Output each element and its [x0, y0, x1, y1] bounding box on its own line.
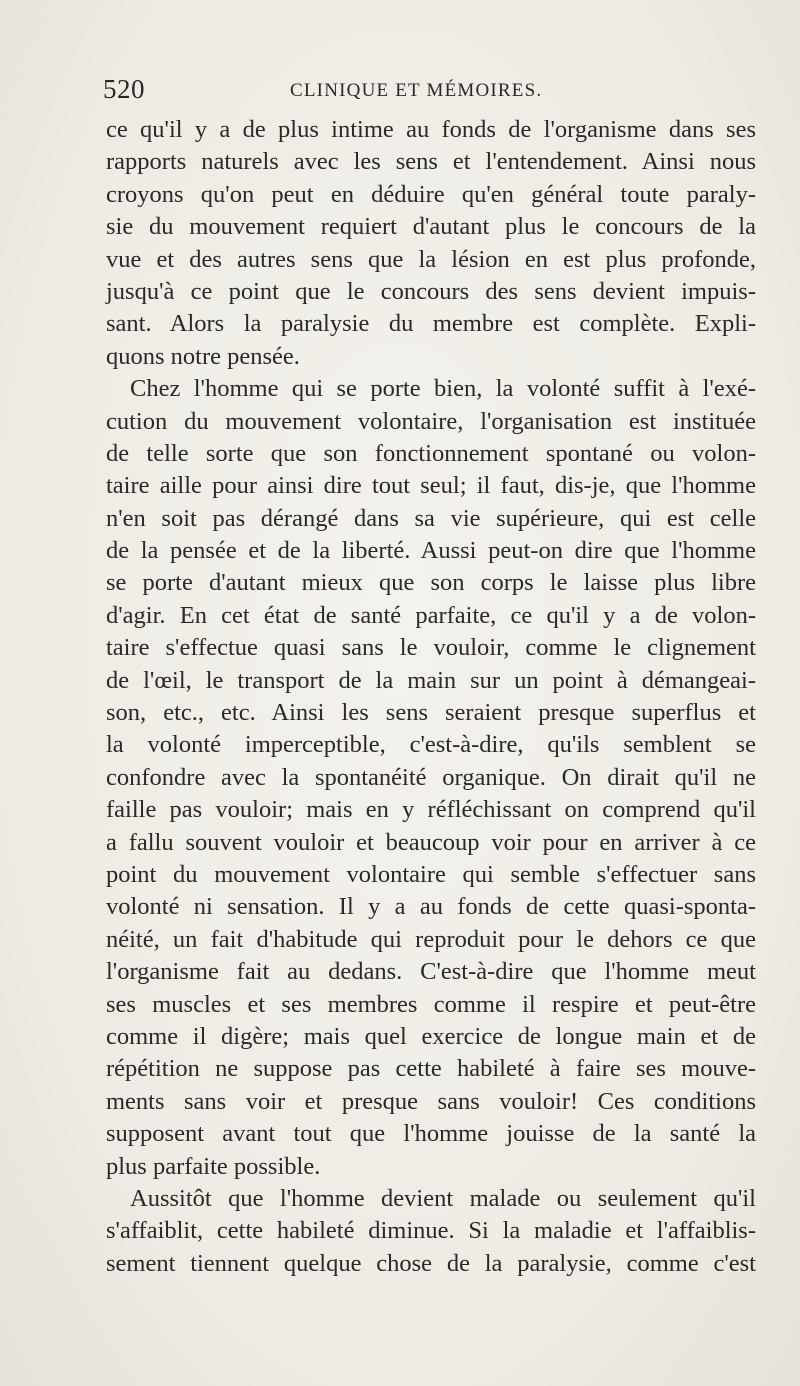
text-line: taire aille pour ainsi dire tout seul; il faut, dis-je, que l'homme — [106, 472, 756, 500]
text-line: se porte d'autant mieux que son corps le laisse plus libre — [106, 569, 756, 597]
text-line: faille pas vouloir; mais en y réfléchissant on comprend qu'il — [106, 796, 756, 824]
text-line: s'affaiblit, cette habileté diminue. Si la maladie et l'affaiblis- — [106, 1217, 756, 1245]
running-title: CLINIQUE ET MÉMOIRES. — [290, 80, 543, 101]
text-line: taire s'effectue quasi sans le vouloir, comme le clignement — [106, 634, 756, 662]
text-line: de telle sorte que son fonctionnement spontané ou volon- — [106, 439, 756, 467]
text-line: rapports naturels avec les sens et l'entendement. Ainsi nous — [106, 148, 756, 176]
text-line: répétition ne suppose pas cette habileté à faire ses mouve- — [106, 1055, 756, 1083]
text-line: supposent avant tout que l'homme jouisse de la santé la — [106, 1120, 756, 1148]
text-line: sant. Alors la paralysie du membre est complète. Expli- — [106, 310, 756, 338]
text-line: sie du mouvement requiert d'autant plus le concours de la — [106, 213, 756, 241]
body-text — [106, 114, 756, 1280]
text-line: d'agir. En cet état de santé parfaite, ce qu'il y a de volon- — [106, 601, 756, 629]
text-line: la volonté imperceptible, c'est-à-dire, qu'ils semblent se — [106, 731, 756, 759]
text-line: son, etc., etc. Ainsi les sens seraient presque superflus et — [106, 699, 756, 727]
text-line: n'en soit pas dérangé dans sa vie supérieure, qui est celle — [106, 504, 756, 532]
text-line: vue et des autres sens que la lésion en est plus profonde, — [106, 245, 756, 273]
running-head — [103, 74, 763, 114]
text-line: Aussitôt que l'homme devient malade ou seulement qu'il — [130, 1184, 756, 1212]
text-line: de la pensée et de la liberté. Aussi peut-on dire que l'homme — [106, 537, 756, 565]
text-line: jusqu'à ce point que le concours des sens devient impuis- — [106, 277, 756, 305]
text-line: volonté ni sensation. Il y a au fonds de cette quasi-sponta- — [106, 893, 756, 921]
text-line: point du mouvement volontaire qui semble s'effectuer sans — [106, 860, 756, 888]
text-line: de l'œil, le transport de la main sur un point à démangeai- — [106, 666, 756, 694]
text-line: l'organisme fait au dedans. C'est-à-dire que l'homme meut — [106, 958, 756, 986]
text-line: confondre avec la spontanéité organique. On dirait qu'il ne — [106, 763, 756, 791]
text-line: ses muscles et ses membres comme il respire et peut-être — [106, 990, 756, 1018]
page-number: 520 — [103, 74, 145, 104]
text-line: ce qu'il y a de plus intime au fonds de l'organisme dans ses — [106, 116, 756, 143]
text-line: sement tiennent quelque chose de la paralysie, comme c'est — [106, 1249, 756, 1277]
text-line: néité, un fait d'habitude qui reproduit pour le dehors ce que — [106, 925, 756, 953]
text-line: plus parfaite possible. — [106, 1152, 321, 1180]
text-line: comme il digère; mais quel exercice de longue main et de — [106, 1022, 756, 1050]
text-line: a fallu souvent vouloir et beaucoup voir pour en arriver à ce — [106, 828, 756, 856]
text-line: Chez l'homme qui se porte bien, la volonté suffit à l'exé- — [130, 375, 756, 403]
text-line: quons notre pensée. — [106, 342, 300, 370]
text-line: croyons qu'on peut en déduire qu'en général toute paraly- — [106, 180, 756, 208]
text-line: cution du mouvement volontaire, l'organisation est instituée — [106, 407, 756, 435]
text-line: ments sans voir et presque sans vouloir! Ces conditions — [106, 1087, 756, 1115]
